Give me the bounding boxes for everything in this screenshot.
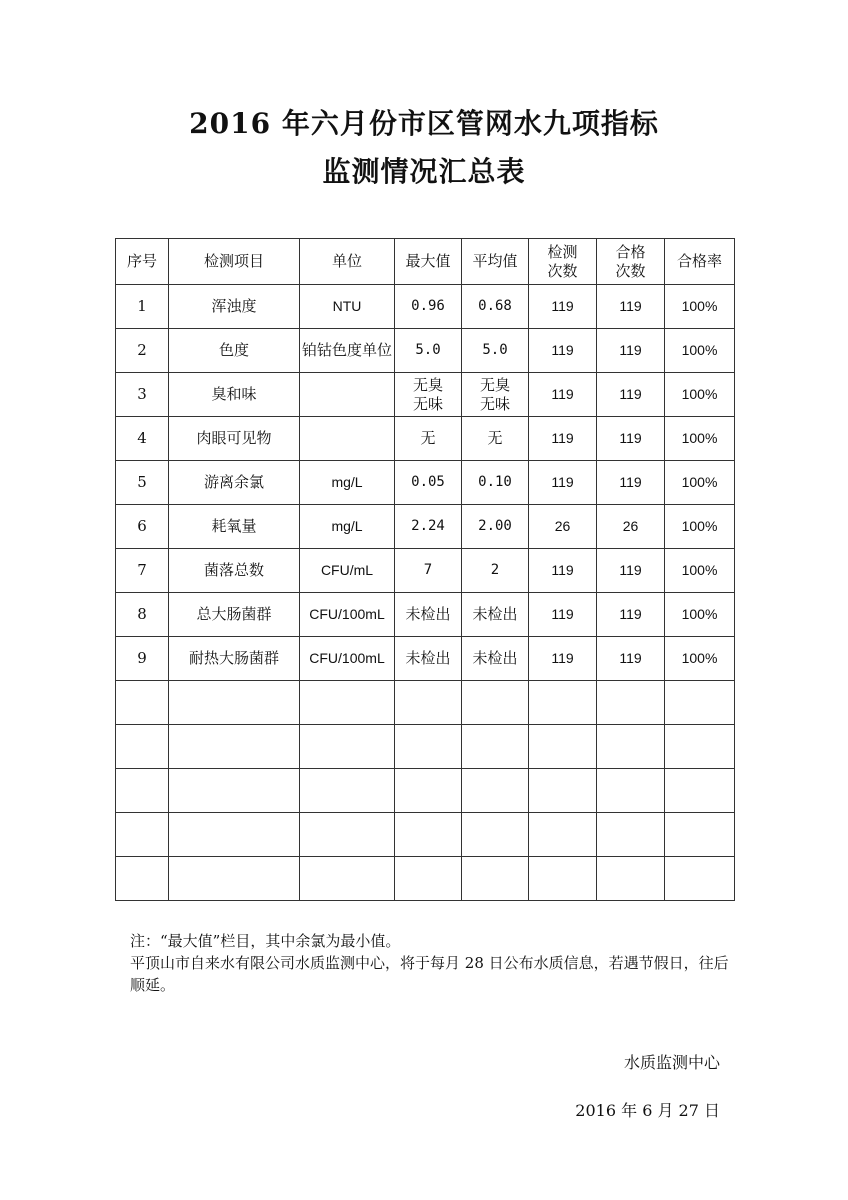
- cell-item: 浑浊度: [169, 285, 300, 329]
- cell-pass-rate: 100%: [665, 637, 735, 681]
- note-line-1: 注：“最大值”栏目，其中余氯为最小值。: [130, 932, 401, 950]
- cell-avg: 未检出: [462, 593, 529, 637]
- cell-unit: [300, 417, 395, 461]
- table-row: [116, 637, 735, 681]
- cell-test-count: 119: [529, 373, 597, 417]
- cell-pass-rate: 100%: [665, 373, 735, 417]
- cell-pass-count: 119: [597, 329, 665, 373]
- table-row: [116, 505, 735, 549]
- header-cell-avg: 平均值: [462, 239, 529, 285]
- empty-row: [116, 681, 735, 725]
- cell-item: 菌落总数: [169, 549, 300, 593]
- signature-date: 2016 年 6 月 27 日: [575, 1101, 720, 1120]
- table-row: [116, 461, 735, 505]
- cell-item: 游离余氯: [169, 461, 300, 505]
- cell-pass-count: 119: [597, 461, 665, 505]
- cell-avg: 5.0: [462, 329, 529, 373]
- signature-org: 水质监测中心: [623, 1053, 720, 1072]
- cell-test-count: 119: [529, 549, 597, 593]
- cell-avg: [462, 373, 529, 417]
- notes: [130, 930, 730, 996]
- cell-pass-count: 119: [597, 285, 665, 329]
- header-test-count-label: 检测次数: [547, 242, 578, 280]
- cell-index: 4: [116, 417, 169, 461]
- cell-index: 5: [116, 461, 169, 505]
- cell-max: 2.24: [395, 505, 462, 549]
- cell-max: 0.05: [395, 461, 462, 505]
- cell-max: 0.96: [395, 285, 462, 329]
- cell-avg: 2: [462, 549, 529, 593]
- note-line-2: 平顶山市自来水有限公司水质监测中心，将于每月 28 日公布水质信息，若遇节假日，往后顺延。: [130, 954, 729, 994]
- header-cell-item: 检测项目: [169, 239, 300, 285]
- cell-index: 7: [116, 549, 169, 593]
- cell-pass-rate: 100%: [665, 417, 735, 461]
- cell-unit: [300, 373, 395, 417]
- cell-test-count: 119: [529, 417, 597, 461]
- cell-pass-count: 119: [597, 417, 665, 461]
- cell-pass-rate: 100%: [665, 549, 735, 593]
- cell-item: 臭和味: [169, 373, 300, 417]
- cell-test-count: 119: [529, 593, 597, 637]
- header-pass-count-label: 合格次数: [615, 242, 646, 280]
- cell-avg: 0.10: [462, 461, 529, 505]
- cell-unit: mg/L: [300, 461, 395, 505]
- cell-test-count: 119: [529, 461, 597, 505]
- table-header-row: [116, 239, 735, 285]
- cell-max: 未检出: [395, 593, 462, 637]
- summary-table: [115, 238, 735, 901]
- table-row: [116, 329, 735, 373]
- cell-pass-rate: 100%: [665, 329, 735, 373]
- cell-test-count: 119: [529, 329, 597, 373]
- header-cell-pass-rate: 合格率: [665, 239, 735, 285]
- cell-index: 1: [116, 285, 169, 329]
- cell-max-text: 无臭无味: [412, 375, 443, 413]
- cell-pass-count: 119: [597, 593, 665, 637]
- cell-index: 6: [116, 505, 169, 549]
- cell-test-count: 26: [529, 505, 597, 549]
- cell-unit: NTU: [300, 285, 395, 329]
- empty-row: [116, 769, 735, 813]
- header-cell-test-count: [529, 239, 597, 285]
- cell-index: 8: [116, 593, 169, 637]
- cell-item: 耗氧量: [169, 505, 300, 549]
- cell-max: 5.0: [395, 329, 462, 373]
- cell-max: [395, 373, 462, 417]
- cell-pass-count: 119: [597, 373, 665, 417]
- cell-pass-rate: 100%: [665, 285, 735, 329]
- cell-unit: mg/L: [300, 505, 395, 549]
- table-row: [116, 373, 735, 417]
- cell-index: 3: [116, 373, 169, 417]
- cell-unit: CFU/100mL: [300, 637, 395, 681]
- table-row: [116, 549, 735, 593]
- empty-row: [116, 857, 735, 901]
- cell-avg: 未检出: [462, 637, 529, 681]
- cell-pass-rate: 100%: [665, 505, 735, 549]
- cell-pass-rate: 100%: [665, 461, 735, 505]
- cell-item: 肉眼可见物: [169, 417, 300, 461]
- cell-index: 9: [116, 637, 169, 681]
- cell-max: 未检出: [395, 637, 462, 681]
- cell-avg-text: 无臭无味: [479, 375, 510, 413]
- header-cell-unit: 单位: [300, 239, 395, 285]
- header-cell-pass-count: [597, 239, 665, 285]
- cell-unit: CFU/mL: [300, 549, 395, 593]
- table-row: [116, 417, 735, 461]
- cell-test-count: 119: [529, 285, 597, 329]
- page-title-line2: 监测情况汇总表: [322, 155, 526, 188]
- cell-index: 2: [116, 329, 169, 373]
- header-cell-index: 序号: [116, 239, 169, 285]
- cell-max: 无: [395, 417, 462, 461]
- cell-unit: [300, 329, 395, 373]
- cell-item: 色度: [169, 329, 300, 373]
- cell-pass-count: 26: [597, 505, 665, 549]
- cell-avg: 2.00: [462, 505, 529, 549]
- page-title-line1: 2016 年六月份市区管网水九项指标: [189, 107, 659, 140]
- cell-unit: CFU/100mL: [300, 593, 395, 637]
- header-cell-max: 最大值: [395, 239, 462, 285]
- table-row: [116, 593, 735, 637]
- table-row: [116, 285, 735, 329]
- cell-avg: 无: [462, 417, 529, 461]
- cell-pass-rate: 100%: [665, 593, 735, 637]
- cell-unit-text: 铂钴色度单位: [302, 341, 393, 359]
- cell-max: 7: [395, 549, 462, 593]
- cell-item: 总大肠菌群: [169, 593, 300, 637]
- cell-avg: 0.68: [462, 285, 529, 329]
- cell-pass-count: 119: [597, 549, 665, 593]
- cell-test-count: 119: [529, 637, 597, 681]
- empty-row: [116, 725, 735, 769]
- cell-item: 耐热大肠菌群: [169, 637, 300, 681]
- empty-row: [116, 813, 735, 857]
- cell-pass-count: 119: [597, 637, 665, 681]
